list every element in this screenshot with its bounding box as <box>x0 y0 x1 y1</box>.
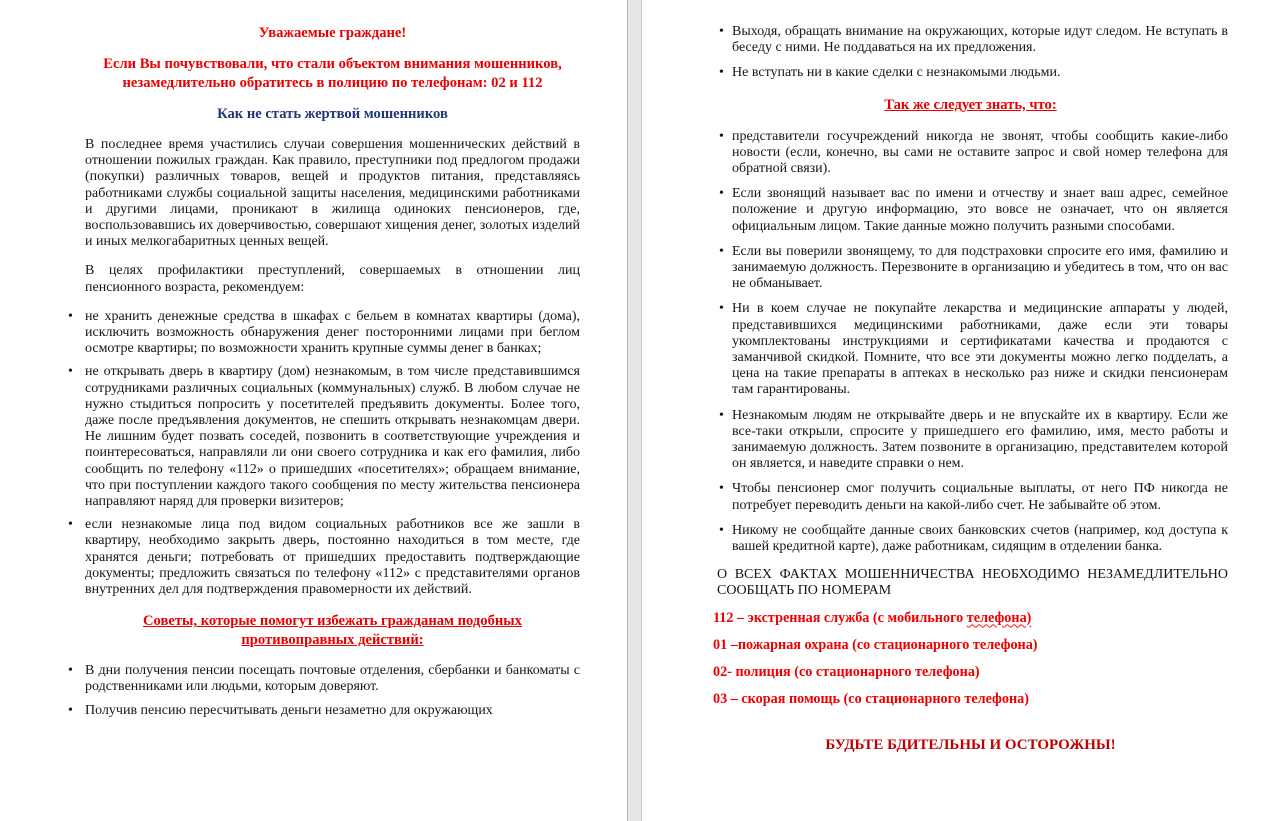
hotline-112 <box>713 610 1228 627</box>
know-item: • Никому не сообщайте данные своих банковских счетов (например, код доступа к вашей кредитной карте), даже работникам, сидящим в отделении банка. <box>713 523 1228 555</box>
intro-paragraph: В последнее время участились случаи совершения мошеннических действий в отношении пожилых граждан. Как правило, преступники под предлогом продажи (покупки) различных товаров, вещей и продуктов питания, представляясь работниками службы социальной защиты населения, медицинскими работниками и другими лицами, проникают в жилища одиноких пенсионеров, где, воспользовавшись их доверчивостью, совершают хищения денег, золотых изделий и иных мелкогабаритных ценных вещей. <box>85 137 580 250</box>
hotline-112-text: 112 – экстренная служба (с мобильного <box>713 609 967 626</box>
heading-how-not-to-become-victim: Как не стать жертвой мошенников <box>217 106 448 122</box>
tip-item: • Не вступать ни в какие сделки с незнакомыми людьми. <box>713 65 1228 81</box>
hotline-02: 02- полиция (со стационарного телефона) <box>713 663 980 680</box>
hotline-112-spellcheck-word: телефона) <box>966 609 1032 626</box>
tip-item: • Получив пенсию пересчитывать деньги незаметно для окружающих <box>85 703 580 719</box>
heading-greeting: Уважаемые граждане! <box>258 25 407 41</box>
know-item: • Незнакомым людям не открывайте дверь и не впускайте их в квартиру. Если же все-таки открыли, спросите у пришедшего его фамилию, имя, место работы и занимаемую должность. Затем позвоните в организацию, представителем которой он является, и наведите справки о нем. <box>713 408 1228 473</box>
heading-tips: Советы, которые помогут избежать гражданам подобных противоправных действий: <box>143 613 522 649</box>
page-2 <box>642 0 1266 821</box>
heading-should-know: Так же следует знать, что: <box>884 96 1057 113</box>
know-item: • Чтобы пенсионер смог получить социальные выплаты, от него ПФ никогда не потребует переводить деньги на какой-либо счет. Не забывайте об этом. <box>713 481 1228 513</box>
know-item: • Ни в коем случае не покупайте лекарства и медицинские аппараты у людей, представившихся медицинскими работниками, даже если эти товары укомплектованы инструкциями и сертификатами качества и продаются с заманчивой скидкой. Помните, что все эти документы можно легко подделать, а цена на такие препараты в аптеках в несколько раз ниже и скидки пенсионерам там гарантированы. <box>713 301 1228 398</box>
recommendation-item: • если незнакомые лица под видом социальных работников все же зашли в квартиру, необходимо закрыть дверь, постоянно находиться в том месте, где хранятся деньги; потребовать от пришедших предоставить подтверждающие документы; предложить связаться по телефону «112» с представителями органов внутренних дел для подтверждения правомерности их действий. <box>85 517 580 598</box>
page-divider <box>627 0 642 821</box>
should-know-list <box>713 129 1228 556</box>
recommendation-item: • не открывать дверь в квартиру (дом) незнакомым, в том числе представившимся сотрудниками различных социальных (коммунальных) служб. В любом случае не нужно стыдиться попросить у посетителей предъявить документы. Более того, даже после предъявления документов, не спешить открывать незнакомцам двери. Не лишним будет позвать соседей, позвонить в соответствующие учреждения и поинтересоваться, направляли ли они своего сотрудника и как его фамилия, либо сообщить по телефону «112» о пришедших «посетителях»; обращаем внимание, что при поступлении каждого такого сообщения по месту жительства пенсионера направляют наряд для проверки визитеров; <box>85 364 580 510</box>
page-1 <box>0 0 627 821</box>
tip-item: • В дни получения пенсии посещать почтовые отделения, сбербанки и банкоматы с родственниками или людьми, которым доверяют. <box>85 663 580 695</box>
hotline-03: 03 – скорая помощь (со стационарного телефона) <box>713 690 1029 707</box>
know-item: • Если вы поверили звонящему, то для подстраховки спросите его имя, фамилию и занимаемую должность. Перезвоните в организацию и убедитесь в том, что он вас не обманывает. <box>713 244 1228 293</box>
tips-list <box>85 663 580 719</box>
recommendations-list <box>85 309 580 598</box>
hotline-01: 01 –пожарная охрана (со стационарного телефона) <box>713 636 1038 653</box>
know-item: • представители госучреждений никогда не звонят, чтобы сообщить какие-либо новости (если, конечно, вы сами не оставите запрос и свой номер телефона для обратной связи). <box>713 129 1228 178</box>
tips-list-continued <box>713 24 1228 82</box>
recommendations-intro-paragraph: В целях профилактики преступлений, совершаемых в отношении лиц пенсионного возраста, рекомендуем: <box>85 263 580 295</box>
hotline-numbers <box>713 610 1228 708</box>
tip-item: • Выходя, обращать внимание на окружающих, которые идут следом. Не вступать в беседу с ними. Не поддаваться на их предложения. <box>713 24 1228 56</box>
know-item: • Если звонящий называет вас по имени и отчеству и знает ваш адрес, семейное положение и другую информацию, это вовсе не означает, что он является официальным лицом. Такие данные можно получить разными способами. <box>713 186 1228 235</box>
report-note: О ВСЕХ ФАКТАХ МОШЕННИЧЕСТВА НЕОБХОДИМО НЕЗАМЕДЛИТЕЛЬНО СООБЩАТЬ ПО НОМЕРАМ <box>717 567 1228 599</box>
heading-warning-call-police: Если Вы почувствовали, что стали объектом внимания мошенников, незамедлительно обратитесь в полицию по телефонам: 02 и 112 <box>103 56 562 91</box>
recommendation-item: • не хранить денежные средства в шкафах с бельем в комнатах квартиры (дома), исключить возможность обнаружения денег посторонними лицами при беглом осмотре квартиры; по возможности хранить крупные суммы денег в банках; <box>85 309 580 358</box>
footer-warning: БУДЬТЕ БДИТЕЛЬНЫ И ОСТОРОЖНЫ! <box>825 736 1116 753</box>
